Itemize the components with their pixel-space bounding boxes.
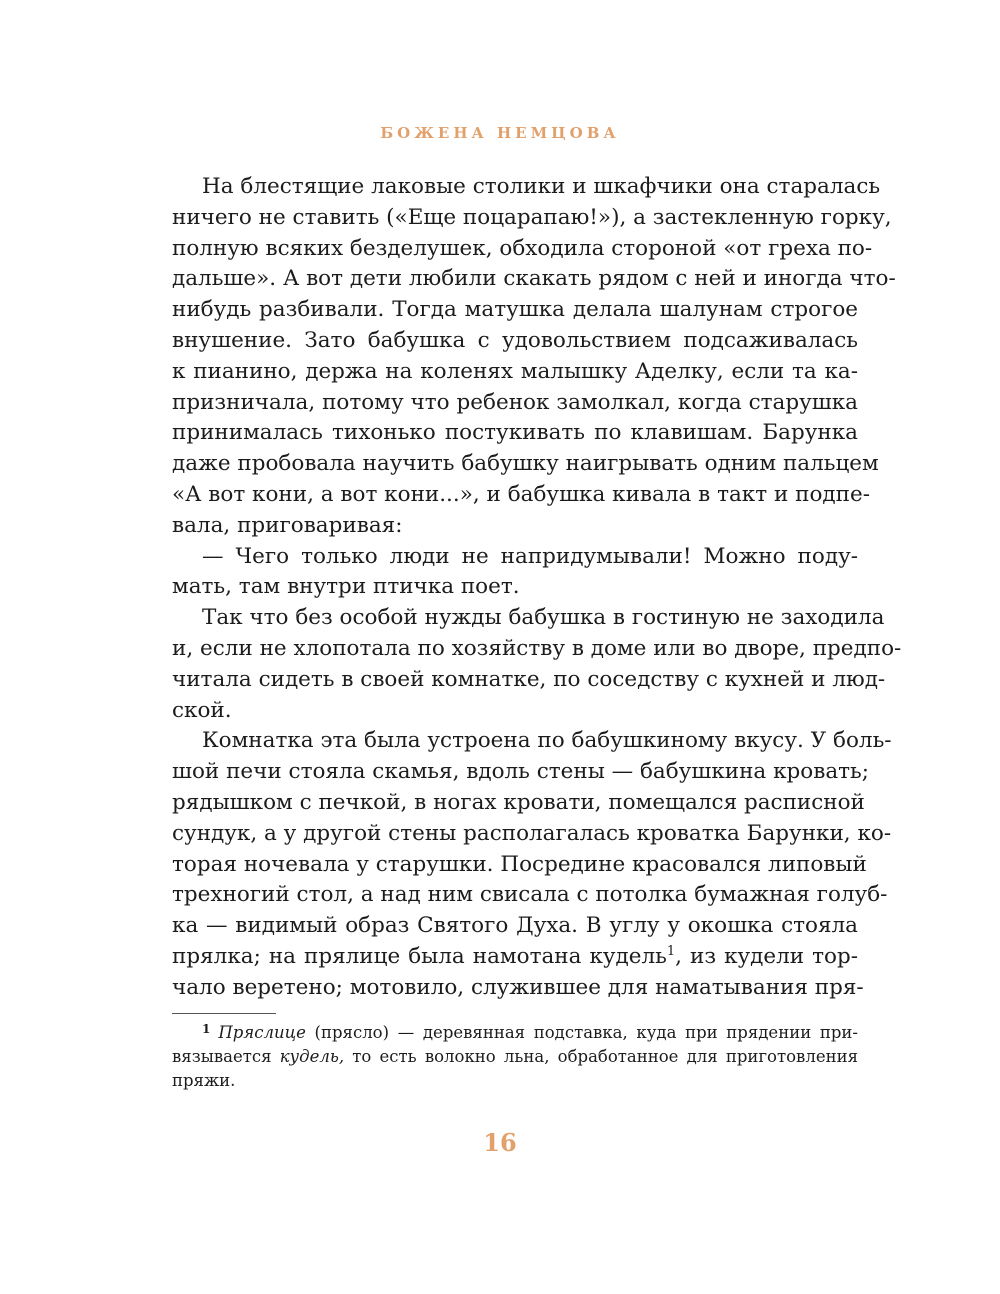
text-line: сундук, а у другой стены располагалась кроватка Барунки, ко-: [172, 820, 892, 846]
text-line: вала, приговаривая:: [172, 512, 403, 538]
footnote-text: вязывается: [172, 1047, 280, 1066]
body-text: [172, 172, 902, 1004]
text-line: к пианино, держа на коленях малышку Аделку, если та ка-: [172, 358, 858, 384]
text-line: — Чего только люди не напридумывали! Можно поду-: [202, 543, 858, 569]
footnote-line: пряжи.: [172, 1071, 236, 1090]
footnotes: [172, 1021, 858, 1093]
text-line: чало веретено; мотовило, служившее для наматывания пря-: [172, 974, 864, 1000]
text-line: принималась тихонько постукивать по клавишам. Барунка: [172, 420, 858, 446]
footnote-rule: [172, 1013, 276, 1014]
footnote-line: [172, 1021, 858, 1045]
text-line: трехногий стол, а над ним свисала с потолка бумажная голуб-: [172, 882, 888, 908]
text-line-with-footnote: [172, 942, 858, 973]
text-line: дальше». А вот дети любили скакать рядом с ней и иногда что-: [172, 266, 896, 292]
page-number: 16: [483, 1128, 517, 1157]
text-line: шой печи стояла скамья, вдоль стены — бабушкина кровать;: [172, 759, 869, 785]
text-line: рядышком с печкой, в ногах кровати, помещался расписной: [172, 789, 865, 815]
text-line: мать, там внутри птичка поет.: [172, 574, 520, 600]
text-line: и, если не хлопотала по хозяйству в доме или во дворе, предпо-: [172, 635, 902, 661]
text-line: даже пробовала научить бабушку наигрывать одним пальцем: [172, 451, 879, 477]
text-line: торая ночевала у старушки. Посредине красовался липовый: [172, 851, 867, 877]
text-line: Так что без особой нужды бабушка в гостиную не заходила: [202, 605, 885, 631]
text-segment: , из кудели тор-: [675, 943, 859, 969]
text-line: Комнатка эта была устроена по бабушкиному вкусу. У боль-: [202, 728, 892, 754]
text-line: полную всяких безделушек, обходила стороной «от греха по-: [172, 235, 873, 261]
footnote-text: (прясло) — деревянная подставка, куда при прядении при-: [305, 1023, 858, 1042]
text-line: ской.: [172, 697, 232, 723]
footnote-text: то есть волокно льна, обработанное для приготовления: [344, 1047, 858, 1066]
text-line: «А вот кони, а вот кони...», и бабушка кивала в такт и подпе-: [172, 481, 870, 507]
footnote-term: Пряслице: [218, 1023, 306, 1042]
text-segment: прялка; на прялице была намотана кудель: [172, 943, 667, 969]
running-head: БОЖЕНА НЕМЦОВА: [380, 124, 620, 142]
text-line: внушение. Зато бабушка с удовольствием подсаживалась: [172, 327, 858, 353]
text-line: призничала, потому что ребенок замолкал, когда старушка: [172, 389, 858, 415]
footnote-term: кудель,: [279, 1047, 345, 1066]
text-line: На блестящие лаковые столики и шкафчики она старалась: [202, 174, 881, 199]
footnote-mark: 1: [202, 1022, 211, 1036]
footnote-reference[interactable]: 1: [666, 943, 676, 959]
text-line: читала сидеть в своей комнатке, по соседству с кухней и люд-: [172, 666, 886, 692]
text-line: нибудь разбивали. Тогда матушка делала шалунам строгое: [172, 297, 858, 323]
text-line: ка — видимый образ Святого Духа. В углу у окошка стояла: [172, 913, 858, 939]
footnote-line: [172, 1045, 858, 1069]
text-line: ничего не ставить («Еще поцарапаю!»), а застекленную горку,: [172, 204, 892, 230]
